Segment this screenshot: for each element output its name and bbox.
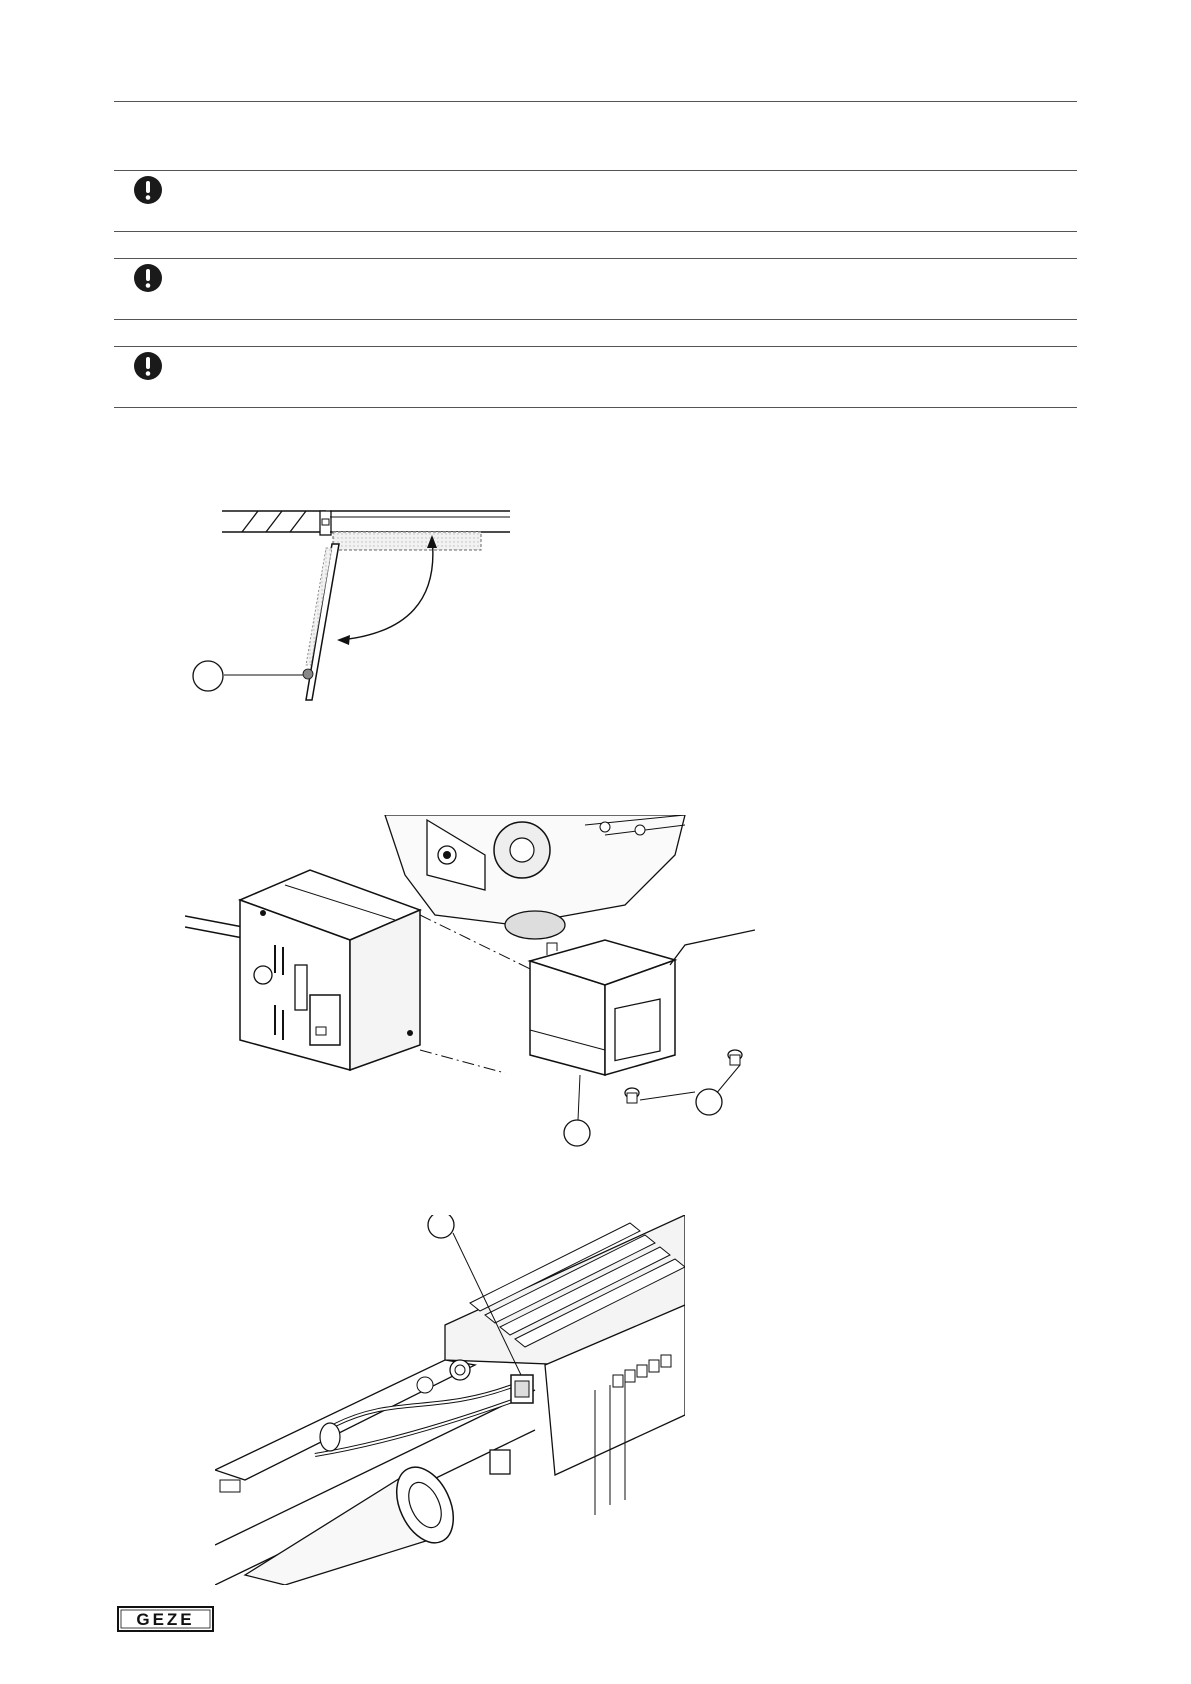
notice-2-bottom-rule [114, 319, 1077, 320]
geze-logo [117, 1606, 214, 1632]
exclamation-circle-icon [133, 263, 163, 293]
transformer-removal-diagram [185, 815, 755, 1165]
connector-detail-diagram [215, 1215, 685, 1585]
exclamation-circle-icon [133, 175, 163, 205]
exclamation-circle-icon [133, 351, 163, 381]
door-opening-diagram [180, 500, 510, 720]
geze-logo-text: GEZE [136, 1610, 195, 1629]
notice-3-bottom-rule [114, 407, 1077, 408]
screw-icon [728, 1050, 742, 1065]
notice-3-top-rule [114, 346, 1077, 347]
notice-1-top-rule [114, 170, 1077, 171]
header-rule [114, 101, 1077, 102]
notice-2-top-rule [114, 258, 1077, 259]
screw-icon [625, 1088, 639, 1103]
notice-1-bottom-rule [114, 231, 1077, 232]
